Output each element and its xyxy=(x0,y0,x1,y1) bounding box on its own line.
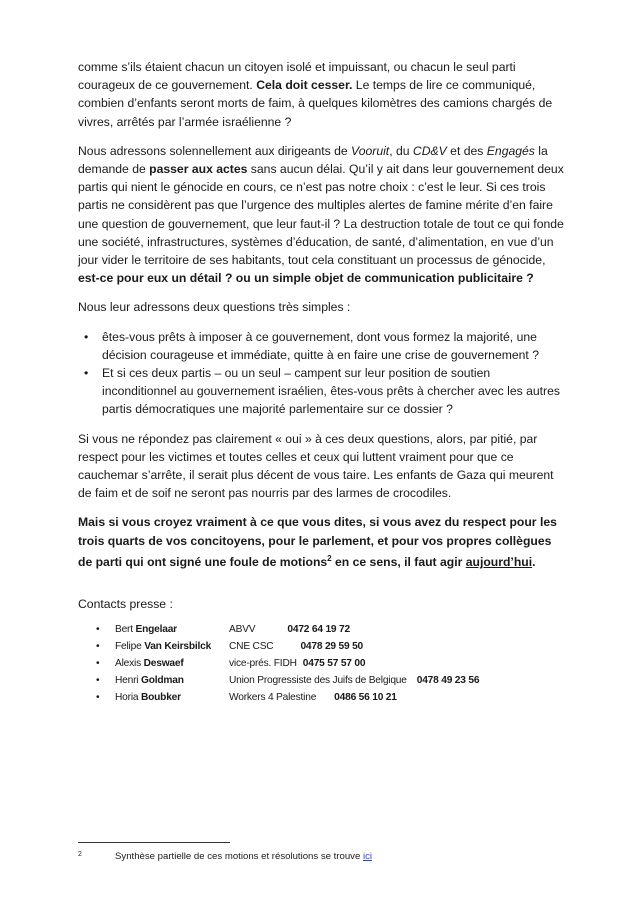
text: et des xyxy=(446,143,487,158)
org-name: CNE CSC xyxy=(229,641,274,653)
contact-org xyxy=(229,689,397,706)
contact-org xyxy=(229,655,365,672)
first-name: Bert xyxy=(115,624,136,636)
contact-name xyxy=(115,621,177,638)
contact-row xyxy=(78,638,564,655)
footnote-divider xyxy=(78,842,230,843)
list-item: • êtes-vous prêts à imposer à ce gouvernement, dont vous formez la majorité, une décision courageuse et immédiate, quitte à en faire une crise de gouvernement ? xyxy=(78,328,564,364)
contact-org xyxy=(229,621,350,638)
contact-name xyxy=(115,638,211,655)
phone-number: 0472 64 19 72 xyxy=(287,624,350,636)
party-name: CD&V xyxy=(412,143,447,158)
phone-number: 0475 57 57 00 xyxy=(302,658,366,670)
bullet-icon: • xyxy=(96,624,100,636)
contacts-list xyxy=(78,621,564,706)
contact-row xyxy=(78,672,564,689)
contact-org xyxy=(229,638,363,655)
party-name: Engagés xyxy=(486,143,535,158)
contact-name xyxy=(115,655,184,672)
bullet-icon: • xyxy=(96,641,100,653)
contact-row xyxy=(78,655,564,672)
bold-text: Mais si vous croyez vraiment à ce que vous dites, si vous avez du respect pour les trois quarts de vos concitoyens, pour le parlement, et pour vos propres collègues de parti qui ont signé une foule de motions xyxy=(78,515,557,569)
text: . xyxy=(532,554,536,569)
org-name: vice-prés. FIDH xyxy=(229,658,297,670)
footnote-ref[interactable]: 2 xyxy=(327,553,332,563)
paragraph-4: Si vous ne répondez pas clairement « oui » à ces deux questions, alors, par pitié, par respect pour les victimes et toutes celles et ceux qui luttent vraiment pour que ce cauchemar s’arrête, il serait plus décent de vous taire. Les enfants de Gaza qui meurent de faim et de soif ne seront pas nourris par des larmes de crocodiles. xyxy=(78,431,554,501)
last-name: Van Keirsbilck xyxy=(144,641,212,653)
footnote-number: 2 xyxy=(78,851,82,858)
bullet-icon: • xyxy=(96,675,100,687)
first-name: Alexis xyxy=(115,658,144,670)
paragraph-3: Nous leur adressons deux questions très simples : xyxy=(78,300,351,315)
contact-row xyxy=(78,689,564,706)
contact-org xyxy=(229,672,479,689)
bold-text: est-ce pour eux un détail ? ou un simple objet de communication publicitaire ? xyxy=(78,271,534,286)
contact-name xyxy=(115,672,184,689)
first-name: Henri xyxy=(115,675,141,687)
text: Le temps de lire ce communiqué, combien d’enfants seront morts de faim, à quelques kilomètres des camions chargés de vivres, arrêtés par l’armée israélienne ? xyxy=(78,78,553,129)
last-name: Boubker xyxy=(140,692,181,704)
list-item: • Et si ces deux partis – ou un seul – campent sur leur position de soutien inconditionnel au gouvernement israélien, êtes-vous prêts à chercher avec les autres partis démocratiques une majorité parlementaire sur ce dossier ? xyxy=(78,364,564,419)
text: la demande de xyxy=(78,143,548,177)
text: Nous adressons solennellement aux dirigeants de xyxy=(78,143,352,158)
phone-number: 0486 56 10 21 xyxy=(334,692,397,704)
text: sans aucun délai. Qu’il y ait dans leur gouvernement deux partis qui nient le génocide en cours, ce n’est pas notre choix : c’est le leur. Si ces trois partis ne considèrent pas que l’urgence des multiples alertes de famine mérite d’en faire une question de gouvernement, que leur faut-il ? La destruction totale de tout ce qui fonde une société, infrastructures, systèmes d’éducation, de santé, d’alimentation, en vue d’un jour vider le territoire de ses habitants, tout cela constituant un processus de génocide, xyxy=(78,162,564,268)
paragraph-1 xyxy=(78,58,564,131)
text: , du xyxy=(389,143,413,158)
phone-number: 0478 29 59 50 xyxy=(300,641,364,653)
document-body xyxy=(78,58,564,706)
bullet-icon: • xyxy=(96,658,100,670)
last-name: Deswaef xyxy=(143,658,184,670)
first-name: Horia xyxy=(115,692,141,704)
paragraph-5 xyxy=(78,513,564,571)
bullet-icon: • xyxy=(96,692,100,704)
questions-list xyxy=(78,328,564,419)
org-name: Union Progressiste des Juifs de Belgique xyxy=(229,675,407,687)
underlined-text: aujourd’hui xyxy=(465,554,533,569)
contact-row xyxy=(78,621,564,638)
party-name: Vooruit xyxy=(351,143,390,158)
bold-text: Cela doit cesser. xyxy=(256,78,353,93)
contacts-title: Contacts presse : xyxy=(78,597,173,612)
last-name: Engelaar xyxy=(135,624,177,636)
org-name: Workers 4 Palestine xyxy=(229,692,317,704)
phone-number: 0478 49 23 56 xyxy=(416,675,480,687)
text: Synthèse partielle de ces motions et résolutions se trouve xyxy=(115,851,363,862)
footnote-link[interactable]: ici xyxy=(362,851,373,862)
first-name: Felipe xyxy=(115,641,145,653)
footnote-text xyxy=(115,850,372,863)
org-name: ABVV xyxy=(229,624,256,636)
text: comme s’ils étaient chacun un citoyen isolé et impuissant, ou chacun le seul parti courageux de ce gouvernement. xyxy=(78,60,516,93)
paragraph-2 xyxy=(78,142,564,288)
contact-name xyxy=(115,689,181,706)
bold-text: en ce sens, il faut agir xyxy=(331,554,466,569)
last-name: Goldman xyxy=(140,675,184,687)
bold-text: passer aux actes xyxy=(149,162,248,177)
